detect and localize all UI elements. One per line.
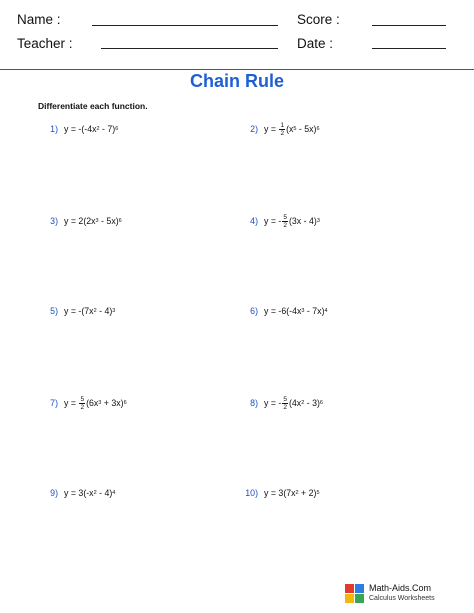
- expr-text: - 5x): [296, 124, 317, 134]
- page-title: Chain Rule: [189, 71, 284, 91]
- fraction: [79, 396, 85, 411]
- expr-text: - 5x): [98, 216, 119, 226]
- name-field-line[interactable]: [92, 25, 278, 26]
- expr-text: + 3x): [101, 398, 124, 408]
- problem-expression: y = $\frac{1}{2}$ (x 5 - 5x) 6: [264, 121, 320, 137]
- teacher-field-line[interactable]: [101, 48, 278, 49]
- footer-subtitle: Calculus Worksheets: [369, 595, 435, 602]
- teacher-label: Teacher :: [17, 36, 73, 51]
- fraction: [282, 214, 288, 229]
- problem-number: 8): [250, 398, 258, 408]
- problem-3: [50, 210, 122, 232]
- problem-8: [250, 392, 323, 414]
- expr-text: y = 3(7x: [264, 488, 296, 498]
- expr-text: - 3): [304, 398, 320, 408]
- fraction: [279, 122, 285, 137]
- expr-text: (3x - 4): [288, 216, 317, 226]
- date-field-line[interactable]: [372, 48, 446, 49]
- expr-text: y = -(-4x: [64, 124, 97, 134]
- problem-expression: y = -(-4x 2 - 7) 6: [64, 124, 119, 134]
- instructions: Differentiate each function.: [38, 101, 148, 111]
- score-field-line[interactable]: [372, 25, 446, 26]
- expr-text: y = 3(-x: [64, 488, 94, 498]
- problem-number: 7): [50, 398, 58, 408]
- expr-text: y = -6(-4x: [264, 306, 302, 316]
- fraction-denominator: 2: [283, 403, 287, 411]
- problem-9: [50, 482, 116, 504]
- expr-text: - 7x): [304, 306, 325, 316]
- problem-number: 2): [250, 124, 258, 134]
- problem-1: [50, 118, 119, 140]
- date-label: Date :: [297, 36, 334, 51]
- expr-text: (6x: [86, 398, 99, 408]
- problem-2: [250, 118, 320, 140]
- expr-text: y = 2(2x: [64, 216, 96, 226]
- problem-expression: y = -6(-4x 3 - 7x) 4: [264, 306, 328, 316]
- problem-7: [50, 392, 127, 414]
- problem-expression: y = 3(-x 2 - 4) 4: [64, 488, 116, 498]
- problem-expression: y = $\frac{5}{2}$ (6x 3 + 3x) 6: [64, 395, 127, 411]
- problem-6: [250, 300, 328, 322]
- expr-text: - 4): [96, 306, 113, 316]
- fraction-denominator: 2: [80, 403, 85, 411]
- problem-number: 9): [50, 488, 58, 498]
- problem-4: [250, 210, 320, 232]
- problem-10: [245, 482, 320, 504]
- fraction-numerator: 1: [280, 121, 285, 129]
- expr-text: y =: [64, 398, 79, 408]
- problem-number: 6): [250, 306, 258, 316]
- problem-expression: y = - $\frac{5}{2}$ (3x - 4) 3: [264, 213, 320, 229]
- problem-expression: y = 2(2x 3 - 5x) 6: [64, 216, 122, 226]
- problem-number: 1): [50, 124, 58, 134]
- expr-text: - 4): [96, 488, 113, 498]
- expr-text: y = -: [264, 398, 282, 408]
- expr-text: y = -: [264, 216, 282, 226]
- fraction-numerator: 5: [80, 395, 85, 403]
- math-aids-logo-icon: [345, 584, 365, 604]
- fraction-numerator: 5: [283, 395, 287, 403]
- score-label: Score :: [297, 12, 340, 27]
- expr-text: (4x: [288, 398, 302, 408]
- problem-number: 10): [245, 488, 258, 498]
- name-label: Name :: [17, 12, 61, 27]
- fraction-denominator: 2: [283, 221, 287, 229]
- problem-expression: y = 3(7x 2 + 2) 5: [264, 488, 320, 498]
- expr-text: y =: [264, 124, 279, 134]
- problem-expression: y = -(7x 2 - 4) 3: [64, 306, 116, 316]
- problem-number: 4): [250, 216, 258, 226]
- fraction: [282, 396, 288, 411]
- footer-brand[interactable]: Math-Aids.Com: [369, 583, 432, 593]
- expr-text: + 2): [298, 488, 317, 498]
- problem-expression: y = - $\frac{5}{2}$ (4x 2 - 3) 6: [264, 395, 323, 411]
- problem-5: [50, 300, 116, 322]
- header-divider: [0, 69, 474, 70]
- fraction-denominator: 2: [280, 129, 285, 137]
- fraction-numerator: 5: [283, 213, 287, 221]
- expr-text: y = -(7x: [64, 306, 94, 316]
- problem-number: 3): [50, 216, 58, 226]
- expr-text: (x: [286, 124, 294, 134]
- expr-text: - 7): [99, 124, 116, 134]
- problem-number: 5): [50, 306, 58, 316]
